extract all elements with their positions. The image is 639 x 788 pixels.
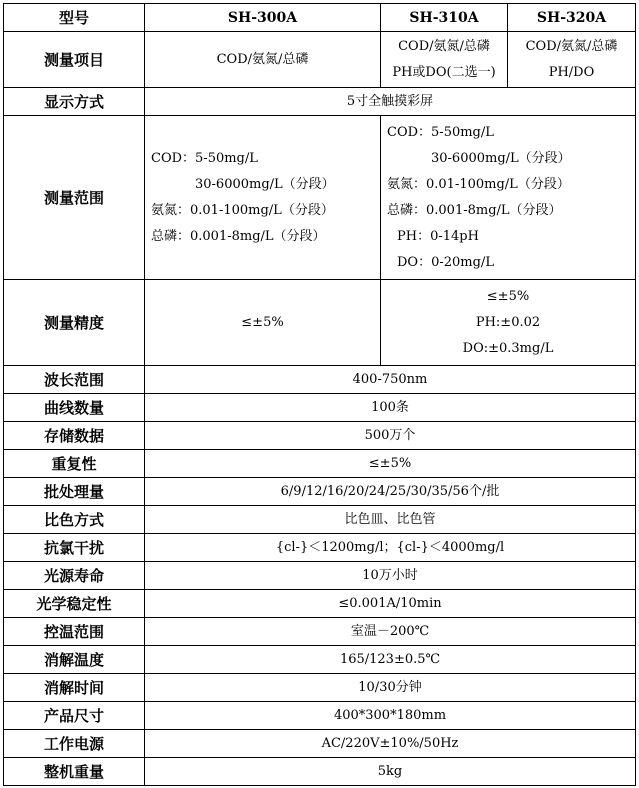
spec-label: 比色方式	[4, 506, 145, 534]
model-sh310a: SH-310A	[381, 4, 508, 32]
spec-value: 10/30分钟	[145, 674, 636, 702]
precision-row	[4, 280, 636, 366]
display-label: 显示方式	[4, 88, 145, 116]
measure-items-sh320a	[508, 32, 636, 88]
precision-right-line: PH:±0.02	[475, 314, 541, 330]
spec-value: ≤±5%	[145, 450, 636, 478]
spec-value: 100条	[145, 394, 636, 422]
spec-value: 室温－200℃	[145, 618, 636, 646]
spec-label: 产品尺寸	[4, 702, 145, 730]
model-label: 型号	[4, 4, 145, 32]
measure-items-sh320a-line: PH/DO	[548, 64, 595, 80]
spec-value: 比色皿、比色管	[145, 506, 636, 534]
spec-value: 400-750nm	[145, 366, 636, 394]
spec-value: 10万小时	[145, 562, 636, 590]
spec-value: 400*300*180mm	[145, 702, 636, 730]
spec-row	[4, 590, 636, 618]
measure-items-sh310a-line: PH或DO(二选一)	[392, 64, 496, 80]
display-row	[4, 88, 636, 116]
spec-label: 抗氯干扰	[4, 534, 145, 562]
spec-row	[4, 478, 636, 506]
range-left-line: 总磷：0.001-8mg/L（分段）	[151, 228, 326, 244]
measure-items-label: 测量项目	[4, 32, 145, 88]
spec-row	[4, 450, 636, 478]
header-row	[4, 4, 636, 32]
range-right-line: 总磷：0.001-8mg/L（分段）	[387, 202, 562, 218]
spec-value: AC/220V±10%/50Hz	[145, 730, 636, 758]
model-sh320a: SH-320A	[508, 4, 636, 32]
spec-row	[4, 702, 636, 730]
spec-label: 控温范围	[4, 618, 145, 646]
spec-value: ≤0.001A/10min	[145, 590, 636, 618]
measure-items-sh300a: COD/氨氮/总磷	[145, 32, 381, 88]
spec-value: 165/123±0.5℃	[145, 646, 636, 674]
range-row	[4, 116, 636, 280]
spec-label: 重复性	[4, 450, 145, 478]
range-left-line: 氨氮：0.01-100mg/L（分段）	[151, 202, 334, 218]
spec-label: 消解温度	[4, 646, 145, 674]
spec-row	[4, 394, 636, 422]
spec-row	[4, 506, 636, 534]
spec-label: 存储数据	[4, 422, 145, 450]
spec-label: 工作电源	[4, 730, 145, 758]
range-left-line: 30-6000mg/L（分段）	[195, 176, 335, 192]
spec-label: 光学稳定性	[4, 590, 145, 618]
spec-label: 曲线数量	[4, 394, 145, 422]
spec-value: 500万个	[145, 422, 636, 450]
precision-right	[381, 280, 636, 366]
range-left-line: COD：5-50mg/L	[151, 150, 258, 166]
measure-items-sh320a-line: COD/氨氮/总磷	[525, 38, 618, 54]
precision-label: 测量精度	[4, 280, 145, 366]
spec-row	[4, 646, 636, 674]
spec-row	[4, 366, 636, 394]
measure-items-sh310a	[381, 32, 508, 88]
spec-value: {cl-}＜1200mg/l；{cl-}＜4000mg/l	[145, 534, 636, 562]
range-right-line: COD：5-50mg/L	[387, 124, 494, 140]
range-left	[145, 116, 381, 280]
spec-row	[4, 618, 636, 646]
range-right-line: 氨氮：0.01-100mg/L（分段）	[387, 176, 570, 192]
spec-row	[4, 758, 636, 786]
range-right	[381, 116, 636, 280]
spec-label: 波长范围	[4, 366, 145, 394]
spec-row	[4, 534, 636, 562]
range-right-line: DO：0-20mg/L	[397, 254, 494, 270]
precision-left: ≤±5%	[145, 280, 381, 366]
spec-value: 6/9/12/16/20/24/25/30/35/56个/批	[145, 478, 636, 506]
spec-row	[4, 562, 636, 590]
range-right-line: PH：0-14pH	[397, 228, 479, 244]
spec-row	[4, 674, 636, 702]
spec-label: 光源寿命	[4, 562, 145, 590]
spec-row	[4, 730, 636, 758]
spec-label: 消解时间	[4, 674, 145, 702]
spec-value: 5kg	[145, 758, 636, 786]
model-sh300a: SH-300A	[145, 4, 381, 32]
spec-label: 整机重量	[4, 758, 145, 786]
spec-table	[3, 3, 636, 786]
range-label: 测量范围	[4, 116, 145, 280]
precision-right-line: DO:±0.3mg/L	[462, 340, 554, 356]
measure-items-row	[4, 32, 636, 88]
display-value: 5寸全触摸彩屏	[145, 88, 636, 116]
spec-row	[4, 422, 636, 450]
measure-items-sh310a-line: COD/氨氮/总磷	[398, 38, 490, 54]
spec-label: 批处理量	[4, 478, 145, 506]
range-right-line: 30-6000mg/L（分段）	[431, 150, 571, 166]
precision-right-line: ≤±5%	[486, 288, 530, 304]
